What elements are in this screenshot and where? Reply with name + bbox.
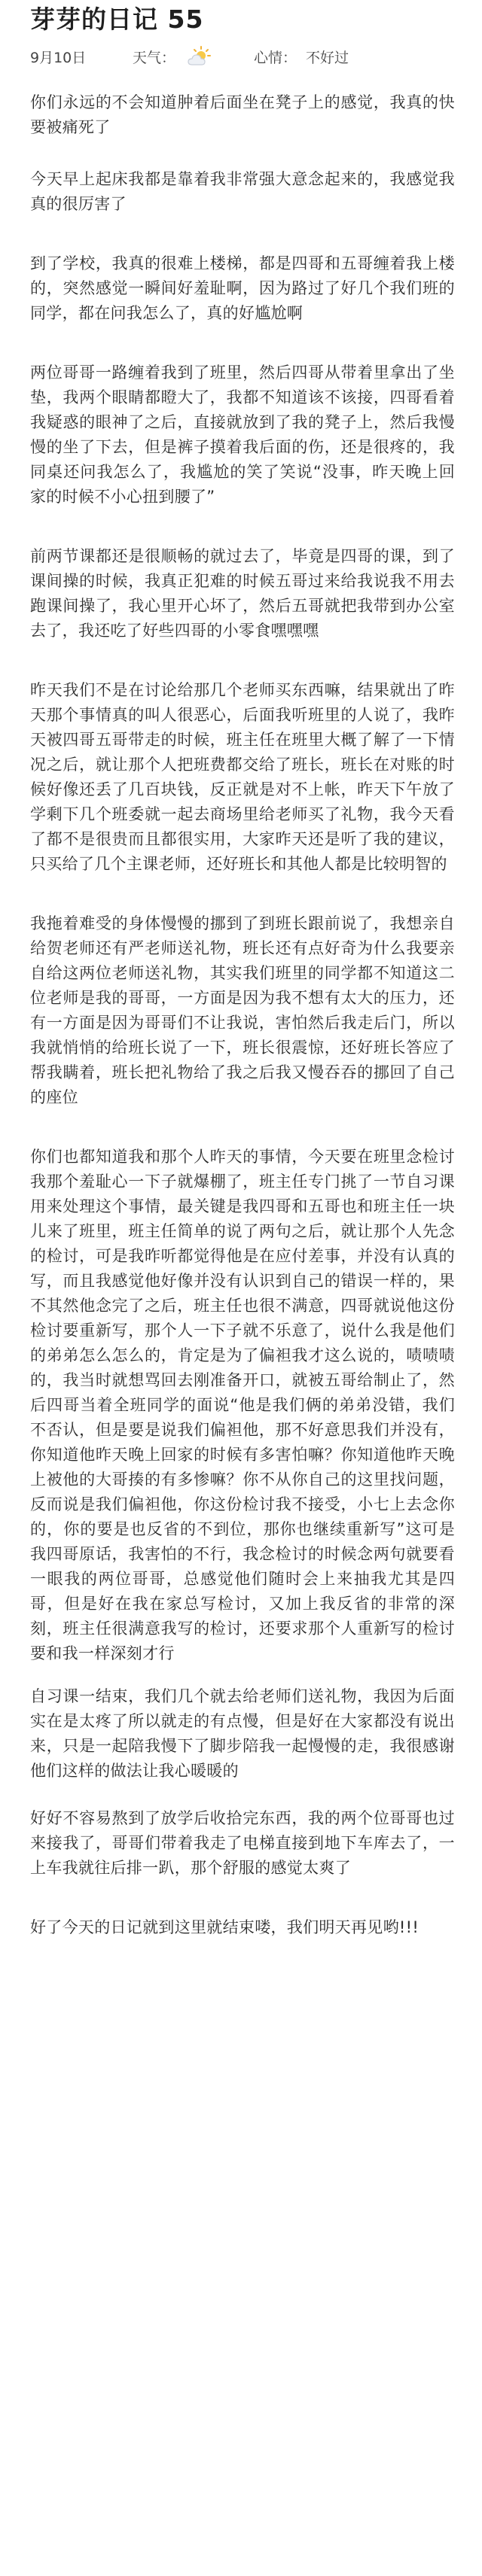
diary-date: 9月10日	[30, 49, 87, 66]
diary-paragraph: 你们也都知道我和那个人昨天的事情，今天要在班里念检讨我那个羞耻心一下子就爆棚了，班主任专门挑了一节自习课用来处理这个事情，最关键是我四哥和五哥也和班主任一块儿来了班里，班主任简单的说了两句之后，就让那个人先念的检讨，可是我昨听都觉得他是在应付差事，并没有认真的写，而且我感觉他好像并没有认识到自己的错误一样的，果不其然他念完了之后，班主任也很不满意，四哥就说他这份检讨要重新写，那个人一下子就不乐意了，说什么我是他们的弟弟怎么怎么的，肯定是为了偏袒我才这么说的，啧啧啧的，我当时就想骂回去刚准备开口，就被五哥给制止了，然后四哥当着全班同学的面说“他是我们俩的弟弟没错，我们不否认，但是要是说我们偏袒他，那不好意思我们并没有，你知道他昨天晚上回家的时候有多害怕嘛？你知道他昨天晚上被他的大哥揍的有多惨嘛？你不从你自己的这里找问题，反而说是我们偏袒他，你这份检讨我不接受，小七上去念你的，你的要是也反省的不到位，那你也继续重新写”这可是我四哥原话，我害怕的不行，我念检讨的时候念两句就要看一眼我的两位哥哥，总感觉他们随时会上来抽我尤其是四哥，但是好在我在家总写检讨，又加上我反省的非常的深刻，班主任很满意我写的检讨，还要求那个人重新写的检讨要和我一样深刻才行	[30, 1148, 455, 1662]
sun-behind-cloud-icon	[186, 45, 212, 68]
diary-paragraph: 好了今天的日记就到这里就结束喽，我们明天再见哟!!!	[30, 1918, 419, 1936]
diary-paragraph: 前两节课都还是很顺畅的就过去了，毕竟是四哥的课，到了课间操的时候，我真正犯难的时候五哥过来给我说我不用去跑课间操了，我心里开心坏了，然后五哥就把我带到办公室去了，我还吃了好些四哥的小零食嘿嘿嘿	[30, 547, 455, 640]
weather-label: 天气：	[133, 49, 176, 66]
diary-paragraph: 好好不容易熬到了放学后收拾完东西，我的两个位哥哥也过来接我了，哥哥们带着我走了电梯直接到地下车库去了，一上车我就往后排一趴，那个舒服的感觉太爽了	[30, 1809, 455, 1877]
diary-paragraph: 我拖着难受的身体慢慢的挪到了到班长跟前说了，我想亲自给贺老师还有严老师送礼物，班长还有点好奇为什么我要亲自给这两位老师送礼物，其实我们班里的同学都不知道这二位老师是我的哥哥，一方面是因为我不想有太大的压力，还有一方面是因为哥哥们不让我说，害怕然后我走后门，所以我就悄悄的给班长说了一下，班长很震惊，还好班长答应了帮我瞒着，班长把礼物给了我之后我又慢吞吞的挪回了自己的座位	[30, 914, 455, 1106]
diary-paragraph: 两位哥哥一路缠着我到了班里，然后四哥从带着里拿出了坐垫，我两个眼睛都瞪大了，我都不知道该不该接，四哥看着我疑惑的眼神了之后，直接就放到了我的凳子上，然后我慢慢的坐了下去，但是裤子摸着我后面的伤，还是很疼的，我同桌还问我怎么了，我尴尬的笑了笑说“没事，昨天晚上回家的时候不小心扭到腰了”	[30, 363, 455, 506]
diary-paragraph: 今天早上起床我都是靠着我非常强大意念起来的，我感觉我真的很厉害了	[30, 170, 455, 213]
diary-paragraph: 你们永远的不会知道肿着后面坐在凳子上的感觉，我真的快要被痛死了	[30, 93, 455, 136]
diary-paragraph: 到了学校，我真的很难上楼梯，都是四哥和五哥缠着我上楼的，突然感觉一瞬间好羞耻啊，因为路过了好几个我们班的同学，都在问我怎么了，真的好尴尬啊	[30, 254, 455, 322]
diary-paragraph: 自习课一结束，我们几个就去给老师们送礼物，我因为后面实在是太疼了所以就走的有点慢，但是好在大家都没有说出来，只是一起陪我慢下了脚步陪我一起慢慢的走，我很感谢他们这样的做法让我心暖暖的	[30, 1687, 455, 1780]
mood-value: 不好过	[306, 49, 349, 66]
diary-meta	[30, 44, 455, 69]
diary-paragraph: 昨天我们不是在讨论给那几个老师买东西嘛，结果就出了昨天那个事情真的叫人很恶心，后面我听班里的人说了，我昨天被四哥五哥带走的时候，班主任在班里大概了解了一下情况之后，就让那个人把班费都交给了班长，班长在对账的时候好像还丢了几百块钱，反正就是对不上帐，昨天下午放了学剩下几个班委就一起去商场里给老师买了礼物，我今天看了都不是很贵而且都很实用，大家昨天还是听了我的建议，只买给了几个主课老师，还好班长和其他人都是比较明智的	[30, 681, 455, 873]
diary-title: 芽芽的日记 55	[30, 5, 204, 34]
mood-label: 心情：	[254, 49, 297, 66]
diary-content	[30, 90, 455, 1940]
